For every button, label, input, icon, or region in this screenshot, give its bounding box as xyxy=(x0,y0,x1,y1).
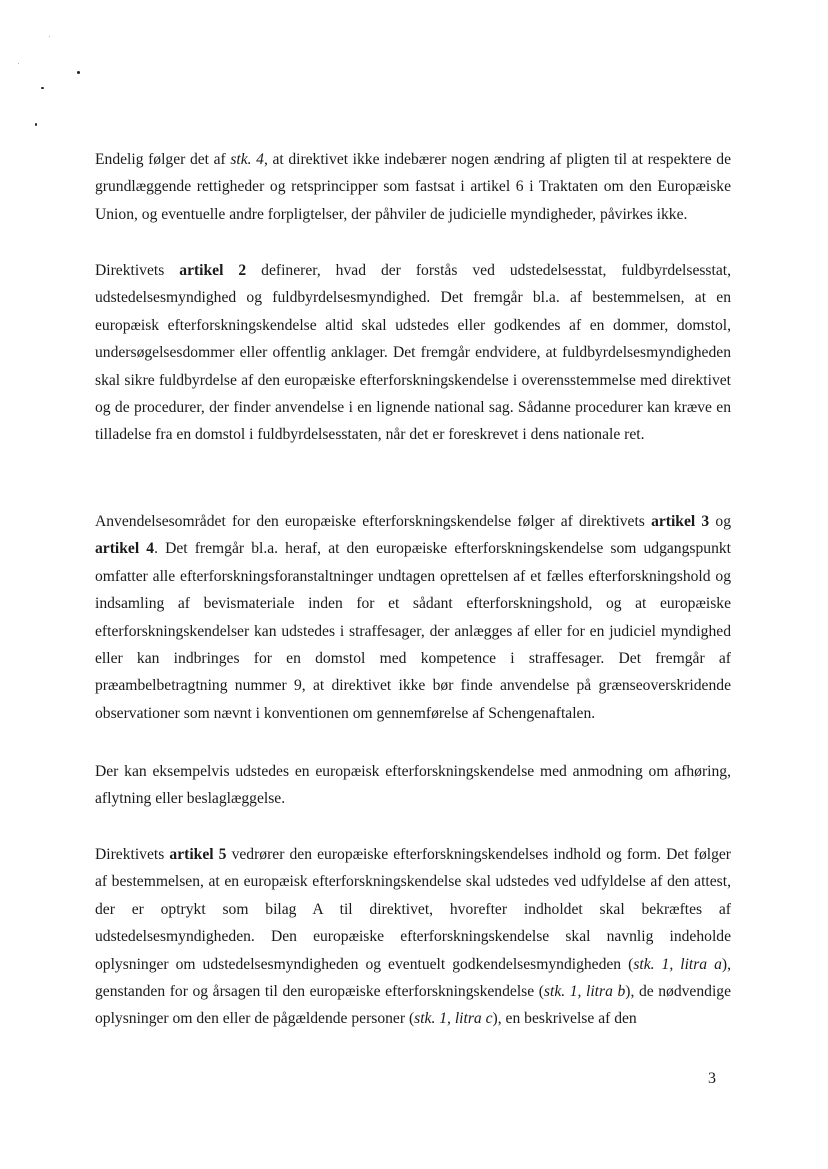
paragraph-text-segment: stk. 4 xyxy=(230,151,264,168)
scan-speck xyxy=(77,71,80,74)
paragraph-text-segment: ), genstanden for og årsagen til den europæiske efterforskningskendelse ( xyxy=(95,955,731,1001)
paragraph-2 xyxy=(95,257,731,449)
page-number: 3 xyxy=(708,1070,716,1087)
paragraph-text-segment: artikel 5 xyxy=(169,846,227,863)
scan-speck xyxy=(18,63,19,64)
paragraph-text-segment: vedrører den europæiske efterforskningskendelses indhold og form. Det følger af bestemmelsen, at en europæisk efterforskningskendelse skal udstedes ved udfyldelse af den attest, der er optrykt som bilag A til direktivet, hvorefter indholdet skal bekræftes af udstedelsesmyndigheden. Den europæiske efterforskningskendelse skal navnlig indeholde oplysninger om udstedelsesmyndigheden og eventuelt godkendelsesmyndigheden ( xyxy=(95,846,732,973)
paragraph-text-segment: Direktivets xyxy=(95,262,180,279)
paragraph-text-segment: stk. 1, litra b xyxy=(543,983,626,1001)
scan-speck xyxy=(41,87,44,89)
paragraph-text-segment: stk. 1, litra a xyxy=(633,955,722,973)
paragraph-text-segment: stk. 1, litra c xyxy=(414,1010,493,1028)
paragraph-1 xyxy=(95,146,731,228)
paragraph-text-segment: artikel 3 xyxy=(651,513,710,530)
paragraph-text-segment: ), en beskrivelse af den xyxy=(492,1010,637,1028)
paragraph-text-segment: artikel 2 xyxy=(179,262,247,279)
paragraph-3 xyxy=(95,508,731,727)
paragraph-text-segment: ), de nødvendige oplysninger om den eller de pågældende personer ( xyxy=(95,983,731,1028)
paragraph-text-segment: definerer, hvad der forstås ved udstedelsesstat, fuldbyrdelsesstat, udstedelsesmyndighed og fuldbyrdelsesmyndighed. Det fremgår bl.a. af bestemmelsen, at en europæisk efterforskningskendelse altid skal udstedes eller godkendes af en dommer, domstol, undersøgelsesdommer eller offentlig anklager. Det fremgår endvidere, at fuldbyrdelsesmyndigheden skal sikre fuldbyrdelse af den europæiske efterforskningskendelse i overensstemmelse med direktivet og de procedurer, der finder anvendelse i en lignende national sag. Sådanne procedurer kan kræve en tilladelse fra en domstol i fuldbyrdelsesstaten, når det er foreskrevet i dens nationale ret. xyxy=(95,262,731,444)
paragraph-4 xyxy=(95,758,731,813)
scan-speck xyxy=(49,36,50,37)
paragraph-text-segment: , at direktivet ikke indebærer nogen ændring af pligten til at respektere de grundlæggende rettigheder og retsprincipper som fastsat i artikel 6 i Traktaten om den Europæiske Union, og eventuelle andre forpligtelser, der påhviler de judicielle myndigheder, påvirkes ikke. xyxy=(95,151,731,223)
paragraph-text-segment: . Det fremgår bl.a. heraf, at den europæiske efterforskningskendelse som udgangspunkt omfatter alle efterforskningsforanstaltninger undtagen oprettelsen af et fælles efterforskningshold og indsamling af bevismateriale inden for et sådant efterforskningshold, og at europæiske efterforskningskendelser kan udstedes i straffesager, der anlægges af eller for en judiciel myndighed eller kan indbringes for en domstol med kompetence i straffesager. Det fremgår af præambelbetragtning nummer 9, at direktivet ikke bør finde anvendelse på grænseoverskridende observationer som nævnt i konventionen om gennemførelse af Schengenaftalen. xyxy=(95,540,731,722)
paragraph-5 xyxy=(95,841,731,1033)
paragraph-text-segment: Direktivets xyxy=(95,846,170,863)
scan-speck xyxy=(35,123,37,126)
paragraph-text-segment: og xyxy=(709,513,731,530)
paragraph-text-segment: Endelig følger det af xyxy=(95,151,231,168)
paragraph-text-segment: Anvendelsesområdet for den europæiske efterforskningskendelse følger af direktivets xyxy=(95,513,652,530)
paragraph-text-segment: artikel 4 xyxy=(95,540,155,558)
paragraph-text-segment: Der kan eksempelvis udstedes en europæisk efterforskningskendelse med anmodning om afhøring, aflytning eller beslaglæggelse. xyxy=(95,763,731,808)
